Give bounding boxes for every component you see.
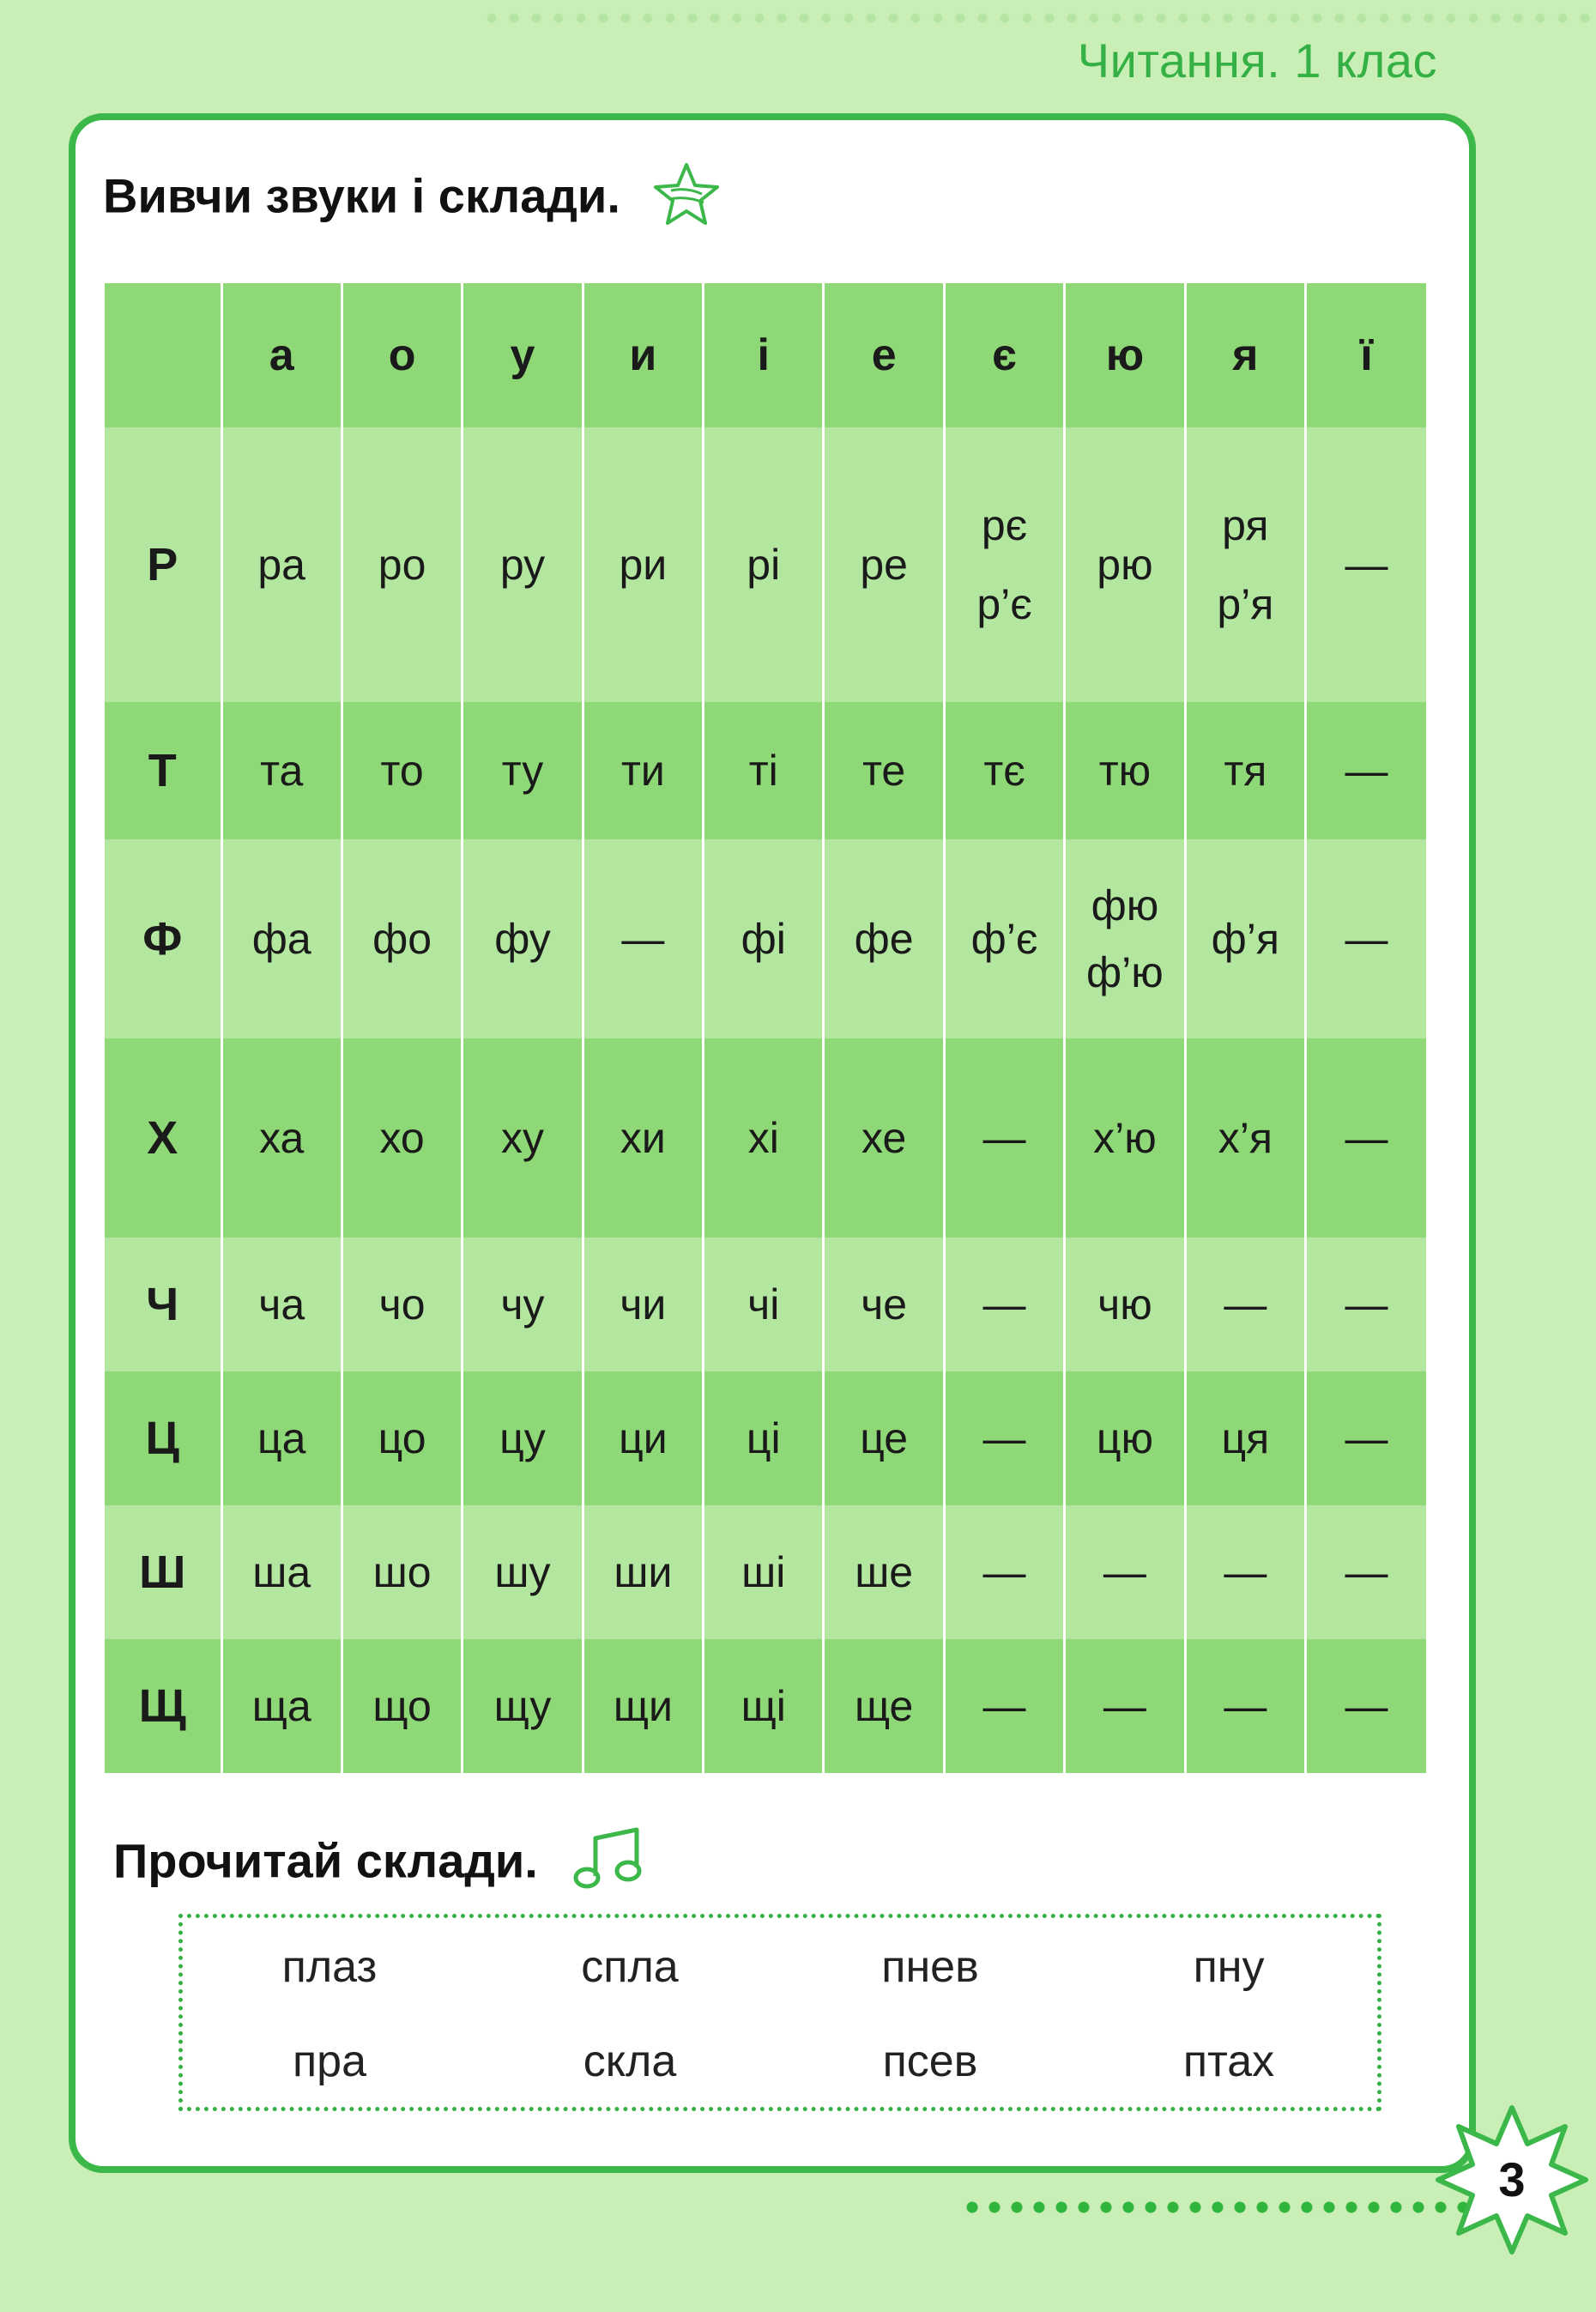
syllable-text: ф’є — [970, 915, 1038, 963]
syllable-cell — [462, 427, 583, 702]
syllable-text: ро — [378, 541, 426, 589]
syllable-cell — [944, 702, 1064, 839]
vowel-header: у — [462, 283, 583, 427]
syllable-cell — [824, 1238, 944, 1371]
vowel-header: і — [704, 283, 824, 427]
syllable-cell — [944, 1238, 1064, 1371]
syllable-cell — [944, 839, 1064, 1038]
syllable-cell — [704, 1238, 824, 1371]
syllable-text: — — [1345, 1682, 1388, 1730]
syllable-cell — [824, 427, 944, 702]
syllable-text: ше — [855, 1548, 914, 1596]
syllable-cell — [1185, 839, 1305, 1038]
syllable-cell — [1306, 839, 1426, 1038]
syllable-text: рі — [747, 541, 781, 589]
syllable-text: х’я — [1218, 1114, 1273, 1162]
syllable-cell — [221, 427, 342, 702]
table-row — [105, 839, 1426, 1038]
table-row — [105, 427, 1426, 702]
consonant-cell: Т — [105, 702, 221, 839]
syllable-text: ф’ю — [1086, 948, 1164, 996]
syllable-cell — [1185, 1639, 1305, 1773]
syllable-text: те — [862, 747, 906, 795]
consonant-cell: Щ — [105, 1639, 221, 1773]
syllable-cell — [462, 1238, 583, 1371]
syllable-text: шу — [494, 1548, 551, 1596]
syllable-text: фі — [741, 915, 786, 963]
syllable-text: фу — [494, 915, 551, 963]
syllable-cell — [1306, 1505, 1426, 1639]
syllable-text: — — [982, 1414, 1026, 1462]
syllable-item: пну — [1193, 1942, 1265, 1992]
syllable-text: що — [372, 1682, 432, 1730]
syllable-cell — [704, 1371, 824, 1505]
syllable-cell — [1065, 839, 1185, 1038]
syllable-text: ф’я — [1211, 915, 1279, 963]
syllable-text: — — [1224, 1280, 1267, 1328]
consonant-cell: Х — [105, 1038, 221, 1238]
syllable-cell — [583, 1238, 703, 1371]
syllable-cell — [462, 1505, 583, 1639]
syllable-text: чю — [1097, 1280, 1152, 1328]
syllable-cell — [1306, 427, 1426, 702]
syllable-text: рю — [1097, 541, 1153, 589]
syllable-text: ци — [619, 1414, 668, 1462]
syllable-cell — [342, 839, 462, 1038]
syllable-cell — [342, 1238, 462, 1371]
table-row — [105, 1238, 1426, 1371]
syllable-cell — [944, 427, 1064, 702]
syllable-text: чи — [620, 1280, 667, 1328]
syllable-text: ця — [1221, 1414, 1270, 1462]
syllable-table — [105, 283, 1426, 1773]
syllable-text: — — [621, 915, 665, 963]
syllable-cell — [583, 1505, 703, 1639]
syllable-item: птах — [1182, 2037, 1275, 2086]
vowel-header: ї — [1306, 283, 1426, 427]
syllable-cell — [221, 1371, 342, 1505]
syllable-text: це — [860, 1414, 909, 1462]
syllable-cell — [1065, 702, 1185, 839]
syllable-cell — [1306, 1038, 1426, 1238]
syllable-text: хи — [620, 1114, 666, 1162]
syllable-cell — [704, 1505, 824, 1639]
syllable-text: ща — [251, 1682, 311, 1730]
syllable-text: чо — [378, 1280, 426, 1328]
syllable-text: чу — [500, 1280, 545, 1328]
syllable-cell — [583, 1371, 703, 1505]
consonant-cell: Ц — [105, 1371, 221, 1505]
syllable-text: — — [1345, 1548, 1388, 1596]
syllable-cell — [1185, 1371, 1305, 1505]
table-row — [105, 702, 1426, 839]
syllable-cell — [342, 427, 462, 702]
syllable-text: хо — [379, 1114, 425, 1162]
syllable-text: хі — [747, 1114, 779, 1162]
syllable-text: ри — [619, 541, 668, 589]
syllable-cell — [944, 1371, 1064, 1505]
syllable-cell — [1306, 702, 1426, 839]
syllable-text: — — [982, 1682, 1026, 1730]
syllable-text: тю — [1098, 747, 1152, 795]
star-icon — [652, 161, 721, 238]
syllable-text: ря — [1222, 501, 1269, 549]
syllable-cell — [1306, 1639, 1426, 1773]
syllable-cell — [462, 702, 583, 839]
syllable-cell — [944, 1505, 1064, 1639]
syllable-cell — [704, 1038, 824, 1238]
vowel-header: є — [944, 283, 1064, 427]
syllable-cell — [824, 1371, 944, 1505]
syllable-cell — [1185, 702, 1305, 839]
syllable-text: — — [1345, 1280, 1388, 1328]
table-row — [105, 1505, 1426, 1639]
syllable-text: то — [380, 747, 424, 795]
syllable-text: х’ю — [1093, 1114, 1157, 1162]
syllable-text: та — [260, 747, 304, 795]
syllable-cell — [824, 839, 944, 1038]
vowel-header: о — [342, 283, 462, 427]
syllable-cell — [1306, 1238, 1426, 1371]
syllable-text: ра — [257, 541, 305, 589]
section-title-sounds — [103, 161, 721, 238]
syllable-text: фо — [372, 915, 432, 963]
syllable-text: ре — [860, 541, 908, 589]
syllable-cell — [704, 702, 824, 839]
syllable-text: — — [1345, 747, 1388, 795]
syllable-text: чі — [747, 1280, 780, 1328]
table-row — [105, 1038, 1426, 1238]
syllable-text: ру — [499, 541, 546, 589]
syllable-item: псев — [882, 2037, 978, 2086]
section-title-sounds-text: Вивчи звуки і склади. — [103, 168, 620, 223]
syllable-cell — [583, 839, 703, 1038]
syllable-text: ху — [500, 1114, 544, 1162]
page-number: 3 — [1498, 2152, 1526, 2206]
syllable-cell — [221, 1038, 342, 1238]
syllable-cell — [583, 702, 703, 839]
syllable-text: щі — [741, 1682, 786, 1730]
syllable-cell — [704, 839, 824, 1038]
syllable-text: шо — [372, 1548, 432, 1596]
syllable-text: тя — [1224, 747, 1267, 795]
consonant-cell: Р — [105, 427, 221, 702]
consonant-cell: Ф — [105, 839, 221, 1038]
syllable-text: ще — [854, 1682, 914, 1730]
syllable-text: щу — [493, 1682, 552, 1730]
syllable-text: тє — [983, 747, 1025, 795]
syllable-text: щи — [613, 1682, 673, 1730]
syllable-cell — [1306, 1371, 1426, 1505]
syllable-cell — [221, 1639, 342, 1773]
page-header: Читання. 1 клас — [1077, 33, 1437, 88]
syllable-text: ча — [258, 1280, 305, 1328]
syllable-text: хе — [861, 1114, 907, 1162]
syllable-text: че — [861, 1280, 908, 1328]
section-title-read — [113, 1823, 649, 1906]
syllable-cell — [824, 1038, 944, 1238]
syllable-cell — [583, 427, 703, 702]
syllable-text: р’я — [1217, 580, 1274, 628]
decorative-dots-bottom — [961, 2197, 1493, 2218]
syllable-cell — [342, 1639, 462, 1773]
syllable-item: плаз — [281, 1942, 378, 1992]
table-header-row — [105, 283, 1426, 427]
syllable-cell — [944, 1639, 1064, 1773]
syllable-text: рє — [981, 501, 1028, 549]
vowel-header: е — [824, 283, 944, 427]
syllable-cell — [1185, 1505, 1305, 1639]
syllable-text: цо — [378, 1414, 426, 1462]
syllable-cell — [221, 839, 342, 1038]
syllable-cell — [342, 702, 462, 839]
syllable-text: ту — [501, 747, 544, 795]
section-title-read-text: Прочитай склади. — [113, 1833, 538, 1888]
syllable-item: спла — [581, 1942, 679, 1992]
syllable-text: ша — [252, 1548, 311, 1596]
syllable-cell — [462, 839, 583, 1038]
syllable-cell — [221, 702, 342, 839]
syllable-cell — [583, 1639, 703, 1773]
vowel-header: я — [1185, 283, 1305, 427]
syllable-cell — [704, 427, 824, 702]
syllable-cell — [1065, 1371, 1185, 1505]
table-row — [105, 1639, 1426, 1773]
syllable-cell — [1065, 1639, 1185, 1773]
consonant-cell: Ш — [105, 1505, 221, 1639]
syllable-item: скла — [583, 2037, 677, 2086]
syllable-text: ха — [259, 1114, 305, 1162]
syllable-cell — [221, 1505, 342, 1639]
syllable-text: ши — [614, 1548, 673, 1596]
syllable-text: — — [982, 1280, 1026, 1328]
syllable-text: — — [1345, 541, 1388, 589]
syllable-cell — [462, 1038, 583, 1238]
syllable-text: — — [1103, 1548, 1146, 1596]
syllable-text: ші — [741, 1548, 786, 1596]
syllable-cell — [1185, 427, 1305, 702]
vowel-header: ю — [1065, 283, 1185, 427]
syllable-text: р’є — [976, 580, 1032, 628]
syllable-text: — — [1345, 1114, 1388, 1162]
syllable-text: — — [1345, 1414, 1388, 1462]
syllable-cell — [1065, 1238, 1185, 1371]
syllable-cell — [462, 1371, 583, 1505]
syllable-text: ца — [257, 1414, 306, 1462]
table-row — [105, 1371, 1426, 1505]
syllable-text: — — [1103, 1682, 1146, 1730]
syllable-cell — [824, 702, 944, 839]
syllable-item: пнев — [881, 1942, 979, 1992]
syllable-cell — [824, 1505, 944, 1639]
syllable-cell — [944, 1038, 1064, 1238]
syllable-cell — [342, 1371, 462, 1505]
table-corner-cell — [105, 283, 221, 427]
consonant-cell: Ч — [105, 1238, 221, 1371]
syllable-text: ти — [620, 747, 665, 795]
syllable-cell — [824, 1639, 944, 1773]
syllable-text: ці — [746, 1414, 781, 1462]
syllable-text: фа — [251, 915, 311, 963]
syllable-cell — [462, 1639, 583, 1773]
syllable-text: — — [1224, 1548, 1267, 1596]
syllable-cell — [1185, 1238, 1305, 1371]
syllable-text: — — [982, 1114, 1026, 1162]
syllable-text: ті — [748, 747, 778, 795]
syllable-cell — [1065, 1038, 1185, 1238]
syllable-text: — — [1224, 1682, 1267, 1730]
syllable-text: фе — [854, 915, 914, 963]
syllable-cell — [221, 1238, 342, 1371]
vowel-header: и — [583, 283, 703, 427]
syllable-cell — [1185, 1038, 1305, 1238]
syllable-text: — — [982, 1548, 1026, 1596]
syllable-text: цу — [499, 1414, 546, 1462]
syllable-text: цю — [1096, 1414, 1153, 1462]
syllable-cell — [342, 1038, 462, 1238]
music-note-icon — [570, 1823, 649, 1906]
syllable-cell — [704, 1639, 824, 1773]
syllable-cell — [1065, 1505, 1185, 1639]
vowel-header: а — [221, 283, 342, 427]
syllable-text: фю — [1091, 881, 1159, 929]
syllable-cell — [1065, 427, 1185, 702]
syllable-text: — — [1345, 915, 1388, 963]
decorative-dots-top — [481, 9, 1596, 27]
syllable-item: пра — [293, 2037, 366, 2086]
syllable-cell — [583, 1038, 703, 1238]
syllable-cell — [342, 1505, 462, 1639]
